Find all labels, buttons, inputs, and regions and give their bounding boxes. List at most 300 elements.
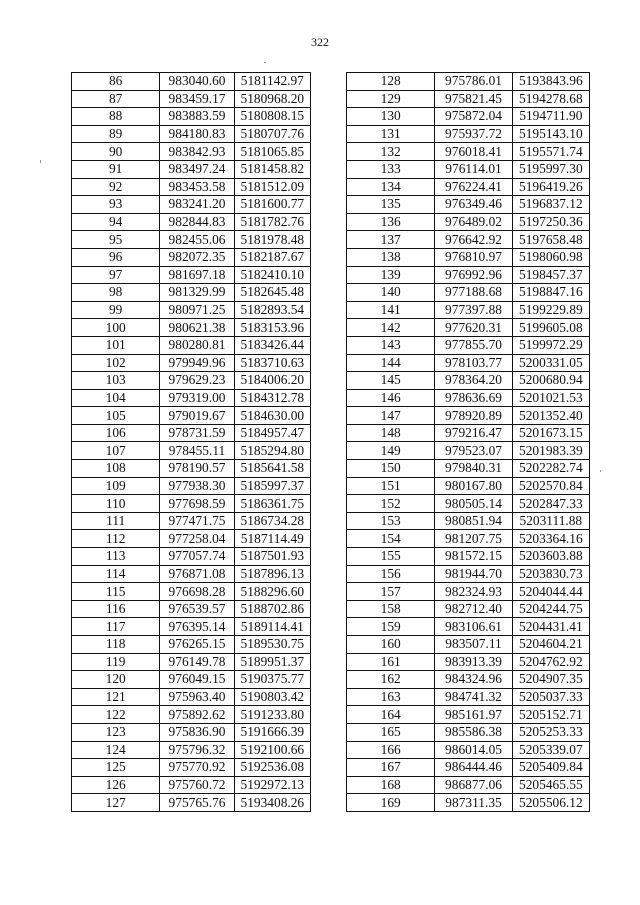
x-coordinate-cell: 978636.69 (435, 389, 512, 407)
y-coordinate-cell: 5201352.40 (512, 407, 589, 425)
y-coordinate-cell: 5201021.53 (512, 389, 589, 407)
point-number-cell: 91 (72, 160, 160, 178)
point-number-cell: 114 (72, 565, 160, 583)
table-row (72, 618, 311, 636)
y-coordinate-cell: 5197250.36 (512, 213, 589, 231)
point-number-cell: 131 (347, 125, 435, 143)
x-coordinate-cell: 979840.31 (435, 460, 512, 478)
y-coordinate-cell: 5198847.16 (512, 284, 589, 302)
table-row (72, 160, 311, 178)
y-coordinate-cell: 5192100.66 (234, 741, 310, 759)
point-number-cell: 102 (72, 354, 160, 372)
x-coordinate-cell: 977938.30 (160, 477, 234, 495)
x-coordinate-cell: 976149.78 (160, 653, 234, 671)
table-row (347, 548, 590, 566)
y-coordinate-cell: 5191233.80 (234, 706, 310, 724)
table-row (72, 723, 311, 741)
page-number: 322 (311, 35, 329, 49)
point-number-cell: 88 (72, 108, 160, 126)
y-coordinate-cell: 5204244.75 (512, 600, 589, 618)
table-row (347, 512, 590, 530)
table-row (72, 460, 311, 478)
point-number-cell: 99 (72, 301, 160, 319)
x-coordinate-cell: 984180.83 (160, 125, 234, 143)
table-row (347, 460, 590, 478)
point-number-cell: 116 (72, 600, 160, 618)
point-number-cell: 129 (347, 90, 435, 108)
x-coordinate-cell: 982324.93 (435, 583, 512, 601)
table-row (72, 354, 311, 372)
point-number-cell: 95 (72, 231, 160, 249)
x-coordinate-cell: 976992.96 (435, 266, 512, 284)
point-number-cell: 127 (72, 794, 160, 812)
y-coordinate-cell: 5187896.13 (234, 565, 310, 583)
x-coordinate-cell: 984324.96 (435, 671, 512, 689)
y-coordinate-cell: 5205506.12 (512, 794, 589, 812)
x-coordinate-cell: 986014.05 (435, 741, 512, 759)
table-row (347, 336, 590, 354)
x-coordinate-cell: 976265.15 (160, 636, 234, 654)
table-row (347, 706, 590, 724)
point-number-cell: 128 (347, 73, 435, 91)
y-coordinate-cell: 5194711.90 (512, 108, 589, 126)
table-row (72, 372, 311, 390)
table-row (347, 653, 590, 671)
point-number-cell: 130 (347, 108, 435, 126)
x-coordinate-cell: 976698.28 (160, 583, 234, 601)
x-coordinate-cell: 978731.59 (160, 424, 234, 442)
y-coordinate-cell: 5182187.67 (234, 248, 310, 266)
x-coordinate-cell: 976810.97 (435, 248, 512, 266)
y-coordinate-cell: 5180808.15 (234, 108, 310, 126)
table-row (72, 759, 311, 777)
x-coordinate-cell: 979019.67 (160, 407, 234, 425)
y-coordinate-cell: 5181600.77 (234, 196, 310, 214)
point-number-cell: 123 (72, 723, 160, 741)
point-number-cell: 154 (347, 530, 435, 548)
point-number-cell: 117 (72, 618, 160, 636)
point-number-cell: 101 (72, 336, 160, 354)
y-coordinate-cell: 5192972.13 (234, 776, 310, 794)
x-coordinate-cell: 976539.57 (160, 600, 234, 618)
x-coordinate-cell: 979949.96 (160, 354, 234, 372)
x-coordinate-cell: 980280.81 (160, 336, 234, 354)
table-row (72, 125, 311, 143)
coordinates-table-right (346, 72, 590, 812)
point-number-cell: 105 (72, 407, 160, 425)
table-row (72, 653, 311, 671)
table-row (72, 495, 311, 513)
y-coordinate-cell: 5205037.33 (512, 688, 589, 706)
table-row (72, 512, 311, 530)
x-coordinate-cell: 985586.38 (435, 723, 512, 741)
table-row (347, 759, 590, 777)
point-number-cell: 159 (347, 618, 435, 636)
x-coordinate-cell: 980167.80 (435, 477, 512, 495)
table-row (347, 424, 590, 442)
table-row (72, 530, 311, 548)
x-coordinate-cell: 977471.75 (160, 512, 234, 530)
x-coordinate-cell: 983453.58 (160, 178, 234, 196)
x-coordinate-cell: 983459.17 (160, 90, 234, 108)
point-number-cell: 139 (347, 266, 435, 284)
y-coordinate-cell: 5181065.85 (234, 143, 310, 161)
point-number-cell: 169 (347, 794, 435, 812)
y-coordinate-cell: 5183710.63 (234, 354, 310, 372)
table-row (347, 213, 590, 231)
point-number-cell: 142 (347, 319, 435, 337)
point-number-cell: 150 (347, 460, 435, 478)
table-row (72, 213, 311, 231)
y-coordinate-cell: 5198060.98 (512, 248, 589, 266)
table-row (72, 231, 311, 249)
x-coordinate-cell: 979629.23 (160, 372, 234, 390)
y-coordinate-cell: 5203111.88 (512, 512, 589, 530)
y-coordinate-cell: 5204431.41 (512, 618, 589, 636)
point-number-cell: 119 (72, 653, 160, 671)
x-coordinate-cell: 977258.04 (160, 530, 234, 548)
point-number-cell: 108 (72, 460, 160, 478)
table-row (347, 477, 590, 495)
y-coordinate-cell: 5184312.78 (234, 389, 310, 407)
y-coordinate-cell: 5191666.39 (234, 723, 310, 741)
table-row (347, 301, 590, 319)
x-coordinate-cell: 978103.77 (435, 354, 512, 372)
point-number-cell: 158 (347, 600, 435, 618)
x-coordinate-cell: 976114.01 (435, 160, 512, 178)
table-row (347, 231, 590, 249)
point-number-cell: 167 (347, 759, 435, 777)
point-number-cell: 90 (72, 143, 160, 161)
point-number-cell: 86 (72, 73, 160, 91)
x-coordinate-cell: 981207.75 (435, 530, 512, 548)
x-coordinate-cell: 976489.02 (435, 213, 512, 231)
x-coordinate-cell: 980851.94 (435, 512, 512, 530)
point-number-cell: 118 (72, 636, 160, 654)
point-number-cell: 126 (72, 776, 160, 794)
x-coordinate-cell: 977698.59 (160, 495, 234, 513)
x-coordinate-cell: 978920.89 (435, 407, 512, 425)
point-number-cell: 125 (72, 759, 160, 777)
y-coordinate-cell: 5198457.37 (512, 266, 589, 284)
point-number-cell: 104 (72, 389, 160, 407)
x-coordinate-cell: 975786.01 (435, 73, 512, 91)
x-coordinate-cell: 977057.74 (160, 548, 234, 566)
y-coordinate-cell: 5204604.21 (512, 636, 589, 654)
y-coordinate-cell: 5195571.74 (512, 143, 589, 161)
table-row (347, 196, 590, 214)
y-coordinate-cell: 5196837.12 (512, 196, 589, 214)
table-row (72, 73, 311, 91)
point-number-cell: 156 (347, 565, 435, 583)
point-number-cell: 132 (347, 143, 435, 161)
table-row (72, 266, 311, 284)
x-coordinate-cell: 977397.88 (435, 301, 512, 319)
x-coordinate-cell: 982455.06 (160, 231, 234, 249)
y-coordinate-cell: 5200680.94 (512, 372, 589, 390)
x-coordinate-cell: 975892.62 (160, 706, 234, 724)
table-row (347, 407, 590, 425)
table-row (347, 530, 590, 548)
table-row (347, 266, 590, 284)
point-number-cell: 133 (347, 160, 435, 178)
table-row (72, 336, 311, 354)
table-row (72, 407, 311, 425)
y-coordinate-cell: 5184957.47 (234, 424, 310, 442)
y-coordinate-cell: 5190803.42 (234, 688, 310, 706)
x-coordinate-cell: 976224.41 (435, 178, 512, 196)
x-coordinate-cell: 975796.32 (160, 741, 234, 759)
scan-mark (600, 470, 601, 472)
point-number-cell: 94 (72, 213, 160, 231)
x-coordinate-cell: 981329.99 (160, 284, 234, 302)
y-coordinate-cell: 5187114.49 (234, 530, 310, 548)
table-row (72, 108, 311, 126)
y-coordinate-cell: 5181512.09 (234, 178, 310, 196)
y-coordinate-cell: 5185641.58 (234, 460, 310, 478)
table-row (72, 248, 311, 266)
y-coordinate-cell: 5201673.15 (512, 424, 589, 442)
y-coordinate-cell: 5182410.10 (234, 266, 310, 284)
x-coordinate-cell: 975770.92 (160, 759, 234, 777)
x-coordinate-cell: 975836.90 (160, 723, 234, 741)
x-coordinate-cell: 979523.07 (435, 442, 512, 460)
y-coordinate-cell: 5205339.07 (512, 741, 589, 759)
point-number-cell: 144 (347, 354, 435, 372)
point-number-cell: 160 (347, 636, 435, 654)
table-row (347, 90, 590, 108)
point-number-cell: 146 (347, 389, 435, 407)
table-row (347, 671, 590, 689)
table-row (72, 636, 311, 654)
x-coordinate-cell: 978190.57 (160, 460, 234, 478)
point-number-cell: 137 (347, 231, 435, 249)
x-coordinate-cell: 987311.35 (435, 794, 512, 812)
x-coordinate-cell: 986877.06 (435, 776, 512, 794)
y-coordinate-cell: 5186361.75 (234, 495, 310, 513)
x-coordinate-cell: 981944.70 (435, 565, 512, 583)
y-coordinate-cell: 5186734.28 (234, 512, 310, 530)
table-row (347, 354, 590, 372)
y-coordinate-cell: 5202847.33 (512, 495, 589, 513)
y-coordinate-cell: 5182645.48 (234, 284, 310, 302)
coordinates-table-left (71, 72, 311, 812)
y-coordinate-cell: 5194278.68 (512, 90, 589, 108)
y-coordinate-cell: 5205409.84 (512, 759, 589, 777)
y-coordinate-cell: 5200331.05 (512, 354, 589, 372)
point-number-cell: 115 (72, 583, 160, 601)
point-number-cell: 124 (72, 741, 160, 759)
y-coordinate-cell: 5189951.37 (234, 653, 310, 671)
table-row (72, 671, 311, 689)
point-number-cell: 89 (72, 125, 160, 143)
point-number-cell: 109 (72, 477, 160, 495)
y-coordinate-cell: 5190375.77 (234, 671, 310, 689)
table-row (347, 108, 590, 126)
y-coordinate-cell: 5204762.92 (512, 653, 589, 671)
point-number-cell: 93 (72, 196, 160, 214)
x-coordinate-cell: 979319.00 (160, 389, 234, 407)
y-coordinate-cell: 5181142.97 (234, 73, 310, 91)
x-coordinate-cell: 978455.11 (160, 442, 234, 460)
point-number-cell: 122 (72, 706, 160, 724)
table-row (347, 776, 590, 794)
table-row (72, 90, 311, 108)
table-row (347, 178, 590, 196)
point-number-cell: 151 (347, 477, 435, 495)
point-number-cell: 140 (347, 284, 435, 302)
table-row (72, 706, 311, 724)
y-coordinate-cell: 5201983.39 (512, 442, 589, 460)
table-row (72, 477, 311, 495)
point-number-cell: 97 (72, 266, 160, 284)
point-number-cell: 110 (72, 495, 160, 513)
y-coordinate-cell: 5181782.76 (234, 213, 310, 231)
x-coordinate-cell: 984741.32 (435, 688, 512, 706)
y-coordinate-cell: 5181458.82 (234, 160, 310, 178)
y-coordinate-cell: 5197658.48 (512, 231, 589, 249)
x-coordinate-cell: 983507.11 (435, 636, 512, 654)
table-row (347, 618, 590, 636)
x-coordinate-cell: 976018.41 (435, 143, 512, 161)
table-row (347, 143, 590, 161)
point-number-cell: 143 (347, 336, 435, 354)
table-row (347, 442, 590, 460)
x-coordinate-cell: 976871.08 (160, 565, 234, 583)
table-row (347, 723, 590, 741)
y-coordinate-cell: 5199229.89 (512, 301, 589, 319)
x-coordinate-cell: 977855.70 (435, 336, 512, 354)
point-number-cell: 147 (347, 407, 435, 425)
point-number-cell: 113 (72, 548, 160, 566)
table-row (347, 495, 590, 513)
x-coordinate-cell: 977188.68 (435, 284, 512, 302)
x-coordinate-cell: 976395.14 (160, 618, 234, 636)
y-coordinate-cell: 5182893.54 (234, 301, 310, 319)
x-coordinate-cell: 975963.40 (160, 688, 234, 706)
x-coordinate-cell: 975937.72 (435, 125, 512, 143)
table-row (72, 583, 311, 601)
y-coordinate-cell: 5189530.75 (234, 636, 310, 654)
x-coordinate-cell: 978364.20 (435, 372, 512, 390)
table-row (72, 301, 311, 319)
x-coordinate-cell: 975821.45 (435, 90, 512, 108)
y-coordinate-cell: 5187501.93 (234, 548, 310, 566)
point-number-cell: 163 (347, 688, 435, 706)
y-coordinate-cell: 5183426.44 (234, 336, 310, 354)
table-row (347, 741, 590, 759)
x-coordinate-cell: 985161.97 (435, 706, 512, 724)
table-row (347, 160, 590, 178)
table-row (347, 248, 590, 266)
table-row (72, 741, 311, 759)
y-coordinate-cell: 5188702.86 (234, 600, 310, 618)
x-coordinate-cell: 983241.20 (160, 196, 234, 214)
y-coordinate-cell: 5202570.84 (512, 477, 589, 495)
y-coordinate-cell: 5205465.55 (512, 776, 589, 794)
table-row (347, 284, 590, 302)
y-coordinate-cell: 5183153.96 (234, 319, 310, 337)
point-number-cell: 134 (347, 178, 435, 196)
point-number-cell: 164 (347, 706, 435, 724)
y-coordinate-cell: 5199605.08 (512, 319, 589, 337)
y-coordinate-cell: 5203830.73 (512, 565, 589, 583)
x-coordinate-cell: 980971.25 (160, 301, 234, 319)
point-number-cell: 148 (347, 424, 435, 442)
y-coordinate-cell: 5203364.16 (512, 530, 589, 548)
y-coordinate-cell: 5195143.10 (512, 125, 589, 143)
point-number-cell: 149 (347, 442, 435, 460)
table-row (72, 600, 311, 618)
y-coordinate-cell: 5205253.33 (512, 723, 589, 741)
y-coordinate-cell: 5180707.76 (234, 125, 310, 143)
table-row (72, 319, 311, 337)
x-coordinate-cell: 975760.72 (160, 776, 234, 794)
table-row (72, 143, 311, 161)
x-coordinate-cell: 976049.15 (160, 671, 234, 689)
table-row (72, 284, 311, 302)
point-number-cell: 153 (347, 512, 435, 530)
y-coordinate-cell: 5192536.08 (234, 759, 310, 777)
y-coordinate-cell: 5193408.26 (234, 794, 310, 812)
x-coordinate-cell: 979216.47 (435, 424, 512, 442)
table-row (347, 600, 590, 618)
x-coordinate-cell: 982072.35 (160, 248, 234, 266)
table-row (347, 794, 590, 812)
x-coordinate-cell: 981572.15 (435, 548, 512, 566)
y-coordinate-cell: 5195997.30 (512, 160, 589, 178)
table-row (347, 688, 590, 706)
point-number-cell: 166 (347, 741, 435, 759)
table-row (347, 319, 590, 337)
x-coordinate-cell: 980505.14 (435, 495, 512, 513)
point-number-cell: 87 (72, 90, 160, 108)
table-row (72, 178, 311, 196)
point-number-cell: 100 (72, 319, 160, 337)
table-row (347, 73, 590, 91)
point-number-cell: 141 (347, 301, 435, 319)
point-number-cell: 152 (347, 495, 435, 513)
scan-mark (264, 62, 266, 63)
x-coordinate-cell: 983040.60 (160, 73, 234, 91)
y-coordinate-cell: 5204044.44 (512, 583, 589, 601)
y-coordinate-cell: 5203603.88 (512, 548, 589, 566)
point-number-cell: 103 (72, 372, 160, 390)
table-row (347, 125, 590, 143)
table-row (72, 196, 311, 214)
table-row (72, 424, 311, 442)
point-number-cell: 112 (72, 530, 160, 548)
x-coordinate-cell: 983883.59 (160, 108, 234, 126)
x-coordinate-cell: 976349.46 (435, 196, 512, 214)
point-number-cell: 96 (72, 248, 160, 266)
point-number-cell: 138 (347, 248, 435, 266)
x-coordinate-cell: 975765.76 (160, 794, 234, 812)
y-coordinate-cell: 5184006.20 (234, 372, 310, 390)
x-coordinate-cell: 986444.46 (435, 759, 512, 777)
point-number-cell: 157 (347, 583, 435, 601)
point-number-cell: 162 (347, 671, 435, 689)
x-coordinate-cell: 983842.93 (160, 143, 234, 161)
y-coordinate-cell: 5205152.71 (512, 706, 589, 724)
point-number-cell: 111 (72, 512, 160, 530)
point-number-cell: 106 (72, 424, 160, 442)
point-number-cell: 98 (72, 284, 160, 302)
x-coordinate-cell: 983913.39 (435, 653, 512, 671)
scan-mark (40, 160, 41, 163)
table-row (347, 372, 590, 390)
table-row (72, 776, 311, 794)
